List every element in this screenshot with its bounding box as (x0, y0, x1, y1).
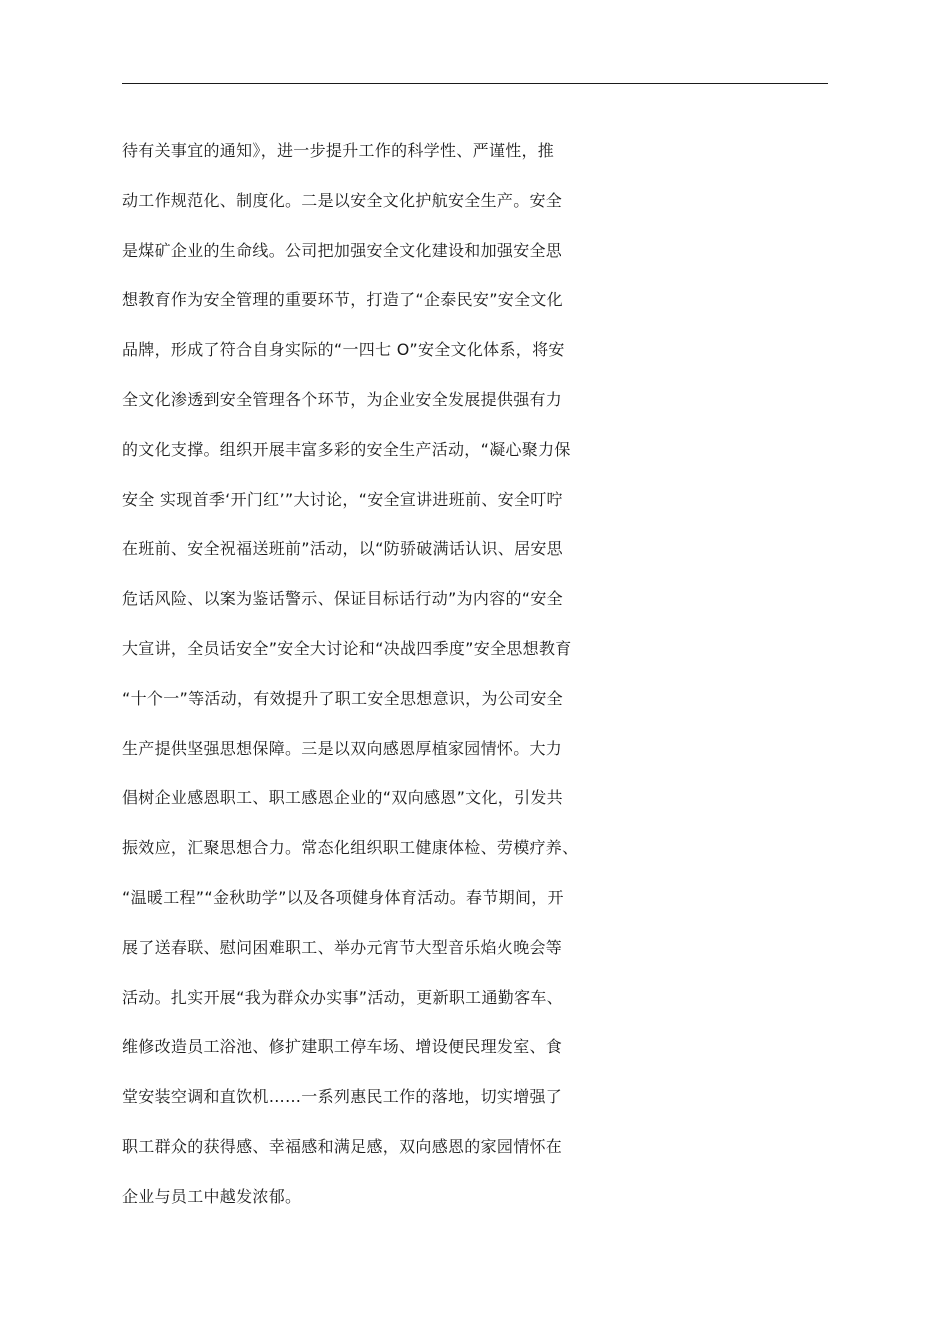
text-line: 品牌，形成了符合自身实际的“一四七 O”安全文化体系，将安 (122, 340, 565, 360)
text-line: 职工群众的获得感、幸福感和满足感，双向感恩的家园情怀在 (122, 1136, 563, 1156)
text-line: 想教育作为安全管理的重要环节，打造了“企泰民安”安全文化 (122, 290, 563, 310)
text-line: 的文化支撑。组织开展丰富多彩的安全生产活动，“凝心聚力保 (122, 439, 571, 459)
text-line: 动工作规范化、制度化。二是以安全文化护航安全生产。安全 (122, 190, 563, 210)
text-line: 展了送春联、慰问困难职工、举办元宵节大型音乐焰火晚会等 (122, 937, 563, 957)
text-line: 活动。扎实开展“我为群众办实事”活动，更新职工通勤客车、 (122, 987, 563, 1007)
text-line: 危话风险、以案为鉴话警示、保证目标话行动”为内容的“安全 (122, 589, 563, 609)
text-line: 全文化渗透到安全管理各个环节，为企业安全发展提供强有力 (122, 389, 563, 409)
text-line: “十个一”等活动，有效提升了职工安全思想意识，为公司安全 (122, 688, 563, 708)
text-line: 安全 实现首季‘开门红’”大讨论，“安全宣讲进班前、安全叮咛 (122, 489, 563, 509)
text-line: 维修改造员工浴池、修扩建职工停车场、增设便民理发室、食 (122, 1037, 563, 1057)
text-line: 生产提供坚强思想保障。三是以双向感恩厚植家园情怀。大力 (122, 738, 563, 758)
text-line: 在班前、安全祝福送班前”活动，以“防骄破满话认识、居安思 (122, 539, 563, 559)
body-paragraph (122, 126, 842, 1222)
text-line: 企业与员工中越发浓郁。 (122, 1186, 302, 1206)
text-line: 待有关事宜的通知》，进一步提升工作的科学性、严谨性，推 (122, 141, 555, 160)
text-line: 振效应，汇聚思想合力。常态化组织职工健康体检、劳模疗养、 (122, 838, 579, 858)
text-line: 大宣讲，全员话安全”安全大讨论和“决战四季度”安全思想教育 (122, 638, 572, 658)
text-line: “温暖工程”“金秋助学”以及各项健身体育活动。春节期间，开 (122, 887, 564, 907)
text-line: 是煤矿企业的生命线。公司把加强安全文化建设和加强安全思 (122, 240, 563, 260)
text-line: 堂安装空调和直饮机……一系列惠民工作的落地，切实增强了 (122, 1087, 563, 1107)
text-line: 倡树企业感恩职工、职工感恩企业的“双向感恩”文化，引发共 (122, 788, 563, 808)
header-rule (122, 83, 828, 84)
